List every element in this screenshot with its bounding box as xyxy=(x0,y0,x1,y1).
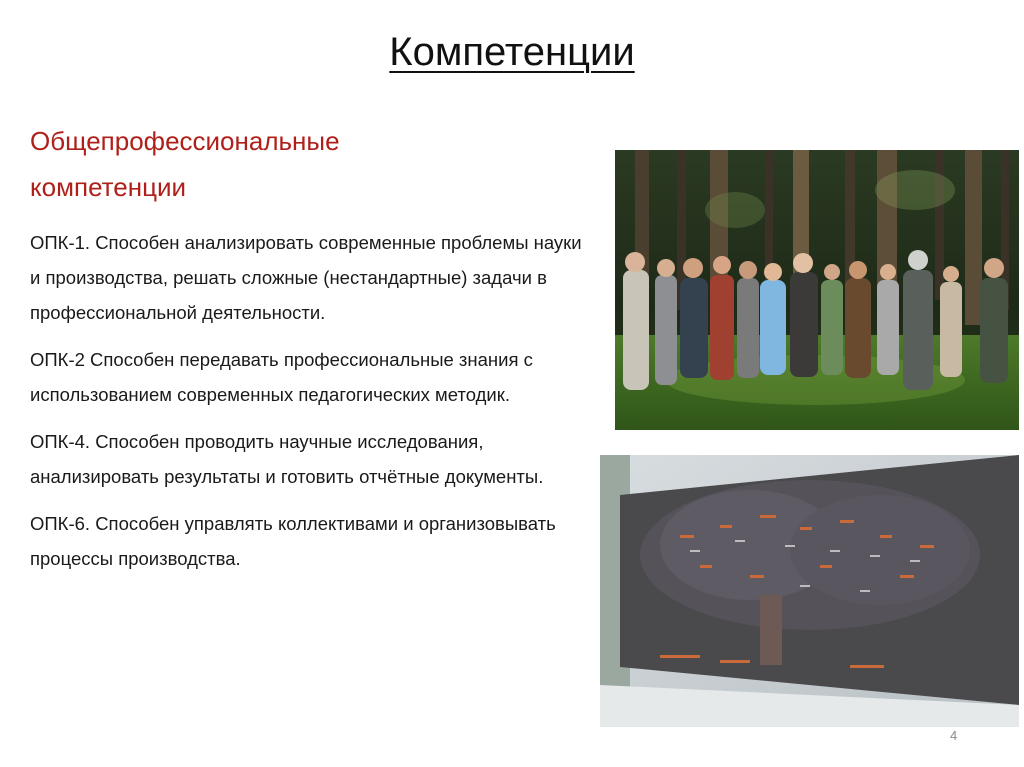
forest-excursion-photo xyxy=(615,150,1019,430)
competency-list xyxy=(30,225,590,588)
page-number: 4 xyxy=(950,728,958,743)
section-subtitle: Общепрофессиональные компетенции xyxy=(30,126,340,202)
slide-title: Компетенции xyxy=(389,30,635,74)
competency-item-opk4: ОПК-4. Способен проводить научные исследования, анализировать результаты и готовить отчётные документы. xyxy=(30,431,544,487)
tree-diagram-photo xyxy=(600,455,1019,727)
competency-item-opk2: ОПК-2 Способен передавать профессиональные знания с использованием современных педагогических методик. xyxy=(30,349,533,405)
competency-item-opk1: ОПК-1. Способен анализировать современные проблемы науки и производства, решать сложные (нестандартные) задачи в профессиональной деятельности. xyxy=(30,232,582,323)
competency-item-opk6: ОПК-6. Способен управлять коллективами и организовывать процессы производства. xyxy=(30,513,556,569)
